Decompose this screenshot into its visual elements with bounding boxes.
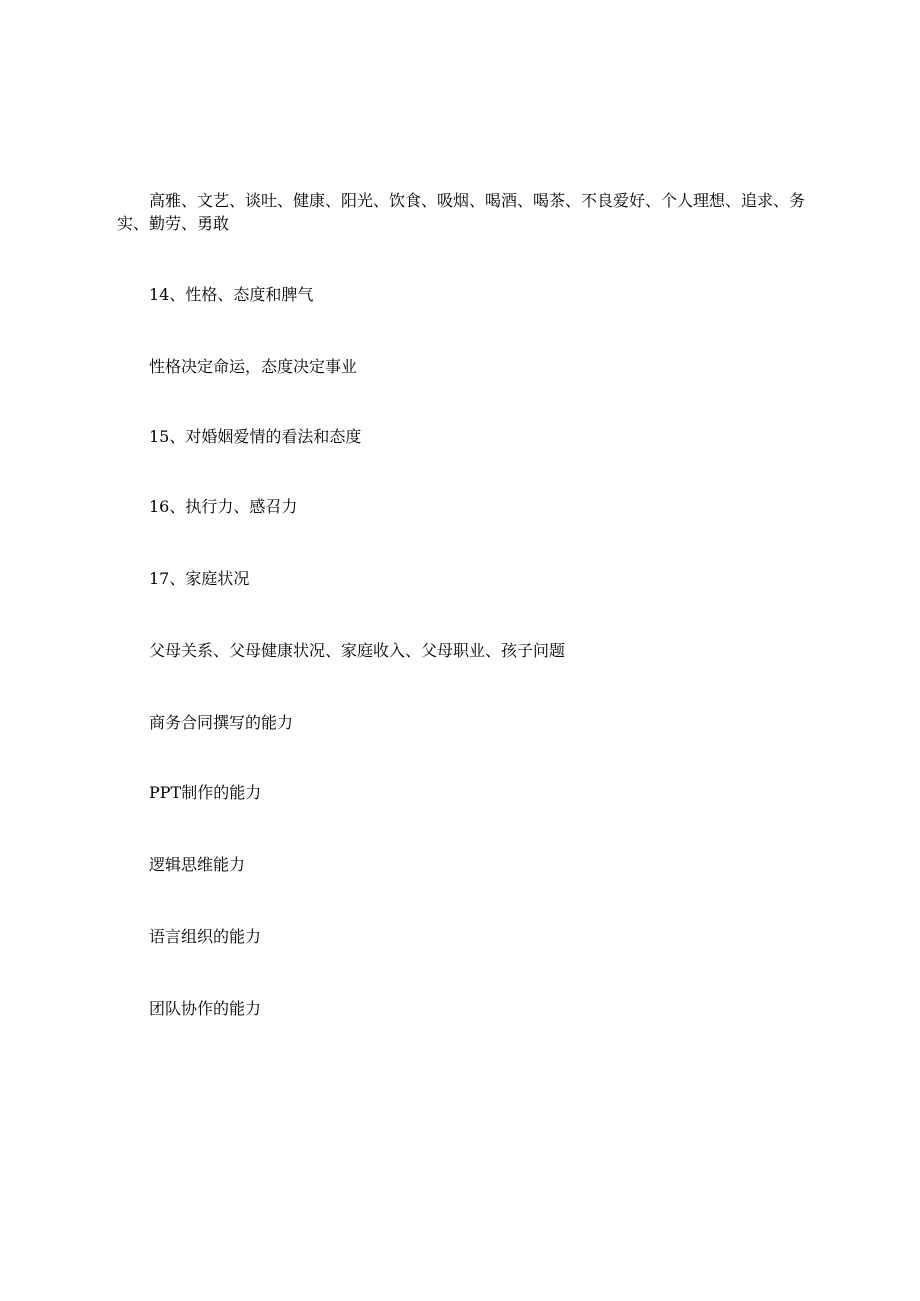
traits-paragraph: 高雅、文艺、谈吐、健康、阳光、饮食、吸烟、喝酒、喝茶、不良爱好、个人理想、追求、务实、勤劳、勇敢	[117, 191, 806, 233]
item-14-text: 性格决定命运，态度决定事业	[149, 357, 358, 376]
ability-language: 语言组织的能力	[149, 927, 262, 946]
item-14-heading: 14、性格、态度和脾气	[149, 285, 314, 304]
ability-team: 团队协作的能力	[149, 999, 262, 1018]
ability-logic: 逻辑思维能力	[149, 855, 246, 874]
item-17-text: 父母关系、父母健康状况、家庭收入、父母职业、孩子问题	[149, 641, 566, 660]
ability-contract: 商务合同撰写的能力	[149, 713, 294, 732]
item-17-heading: 17、家庭状况	[149, 569, 250, 588]
item-15-heading: 15、对婚姻爱情的看法和态度	[149, 427, 362, 446]
item-16-heading: 16、执行力、感召力	[149, 497, 298, 516]
ability-ppt: PPT制作的能力	[149, 783, 262, 802]
